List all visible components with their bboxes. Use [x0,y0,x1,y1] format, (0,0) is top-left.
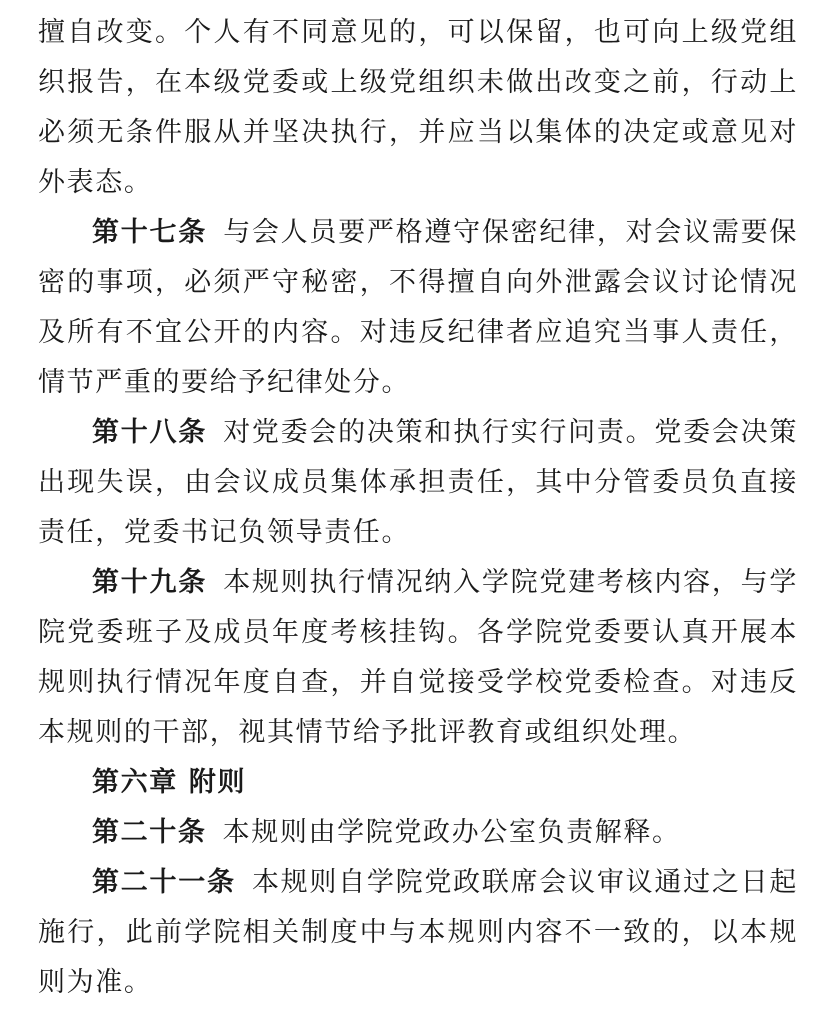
article-17 [38,208,798,408]
article-title: 第十九条 [92,567,207,598]
article-text: 本规则自学院党政联席会议审议通过之日起施行，此前学院相关制度中与本规则内容不一致的，以本规则为准。 [38,867,799,998]
article-19 [38,558,798,758]
article-title: 第十七条 [92,217,207,248]
article-18 [38,408,798,558]
paragraph-continuation [38,8,798,208]
article-title: 第二十条 [92,817,207,848]
document-page [38,8,798,1008]
article-20 [38,808,798,858]
article-21 [38,858,798,1008]
article-text: 与会人员要严格遵守保密纪律，对会议需要保密的事项，必须严守秘密，不得擅自向外泄露会议讨论情况及所有不宜公开的内容。对违反纪律者应追究当事人责任，情节严重的要给予纪律处分。 [38,217,799,398]
article-title: 第二十一条 [92,867,236,898]
chapter-heading: 第六章 附则 [92,767,247,798]
article-text: 本规则执行情况纳入学院党建考核内容，与学院党委班子及成员年度考核挂钩。各学院党委要认真开展本规则执行情况年度自查，并自觉接受学校党委检查。对违反本规则的干部，视其情节给予批评教育或组织处理。 [38,567,799,748]
article-text: 对党委会的决策和执行实行问责。党委会决策出现失误，由会议成员集体承担责任，其中分管委员负直接责任，党委书记负领导责任。 [38,417,799,548]
article-text: 本规则由学院党政办公室负责解释。 [222,817,681,848]
article-title: 第十八条 [92,417,207,448]
paragraph-text: 擅自改变。个人有不同意见的，可以保留，也可向上级党组织报告，在本级党委或上级党组织未做出改变之前，行动上必须无条件服从并坚决执行，并应当以集体的决定或意见对外表态。 [38,17,798,198]
